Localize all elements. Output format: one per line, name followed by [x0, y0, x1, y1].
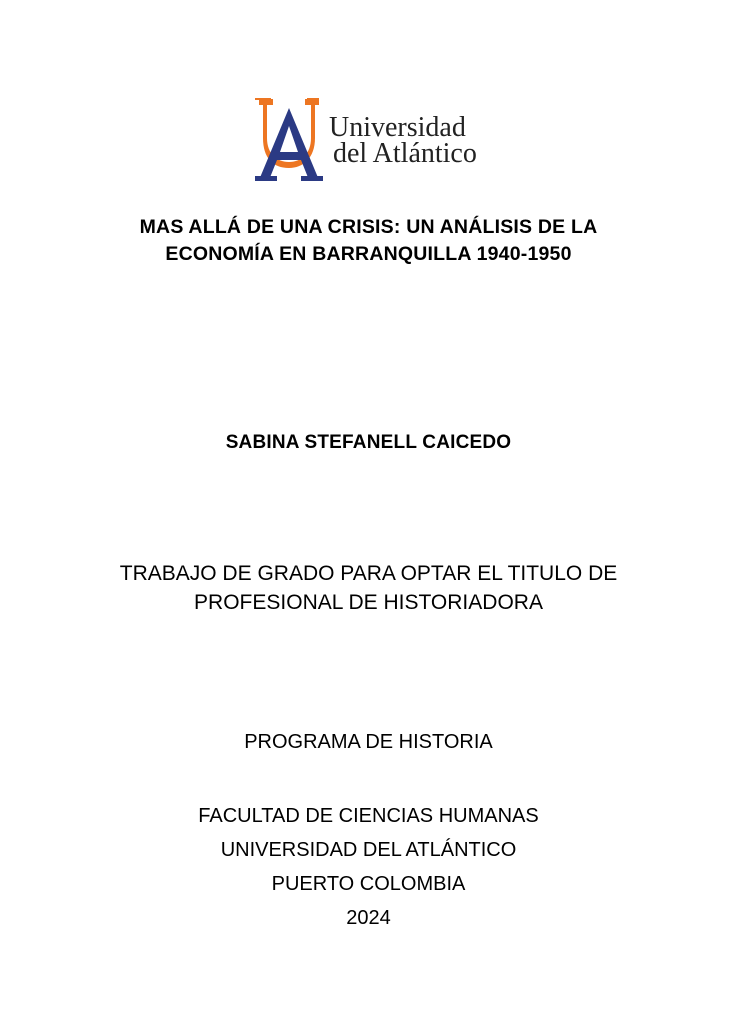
logo-wordmark-line1: Universidad — [329, 112, 466, 143]
degree-statement — [0, 559, 737, 617]
footer-info — [0, 799, 737, 935]
year: 2024 — [346, 907, 391, 929]
thesis-title-line2: ECONOMÍA EN BARRANQUILLA 1940-1950 — [165, 243, 572, 265]
university-logo — [253, 96, 485, 184]
thesis-title — [0, 214, 737, 268]
university-name: UNIVERSIDAD DEL ATLÁNTICO — [220, 839, 517, 861]
city-name: PUERTO COLOMBIA — [271, 873, 466, 895]
author-name: SABINA STEFANELL CAICEDO — [225, 432, 512, 453]
faculty-name: FACULTAD DE CIENCIAS HUMANAS — [198, 805, 539, 827]
ua-monogram-icon — [253, 96, 485, 184]
thesis-title-line1: MAS ALLÁ DE UNA CRISIS: UN ANÁLISIS DE LA — [139, 216, 598, 238]
logo-wordmark-line2: del Atlántico — [333, 138, 477, 169]
degree-line2: PROFESIONAL DE HISTORIADORA — [194, 591, 543, 614]
degree-line1: TRABAJO DE GRADO PARA OPTAR EL TITULO DE — [119, 562, 618, 585]
program-name: PROGRAMA DE HISTORIA — [244, 731, 493, 753]
